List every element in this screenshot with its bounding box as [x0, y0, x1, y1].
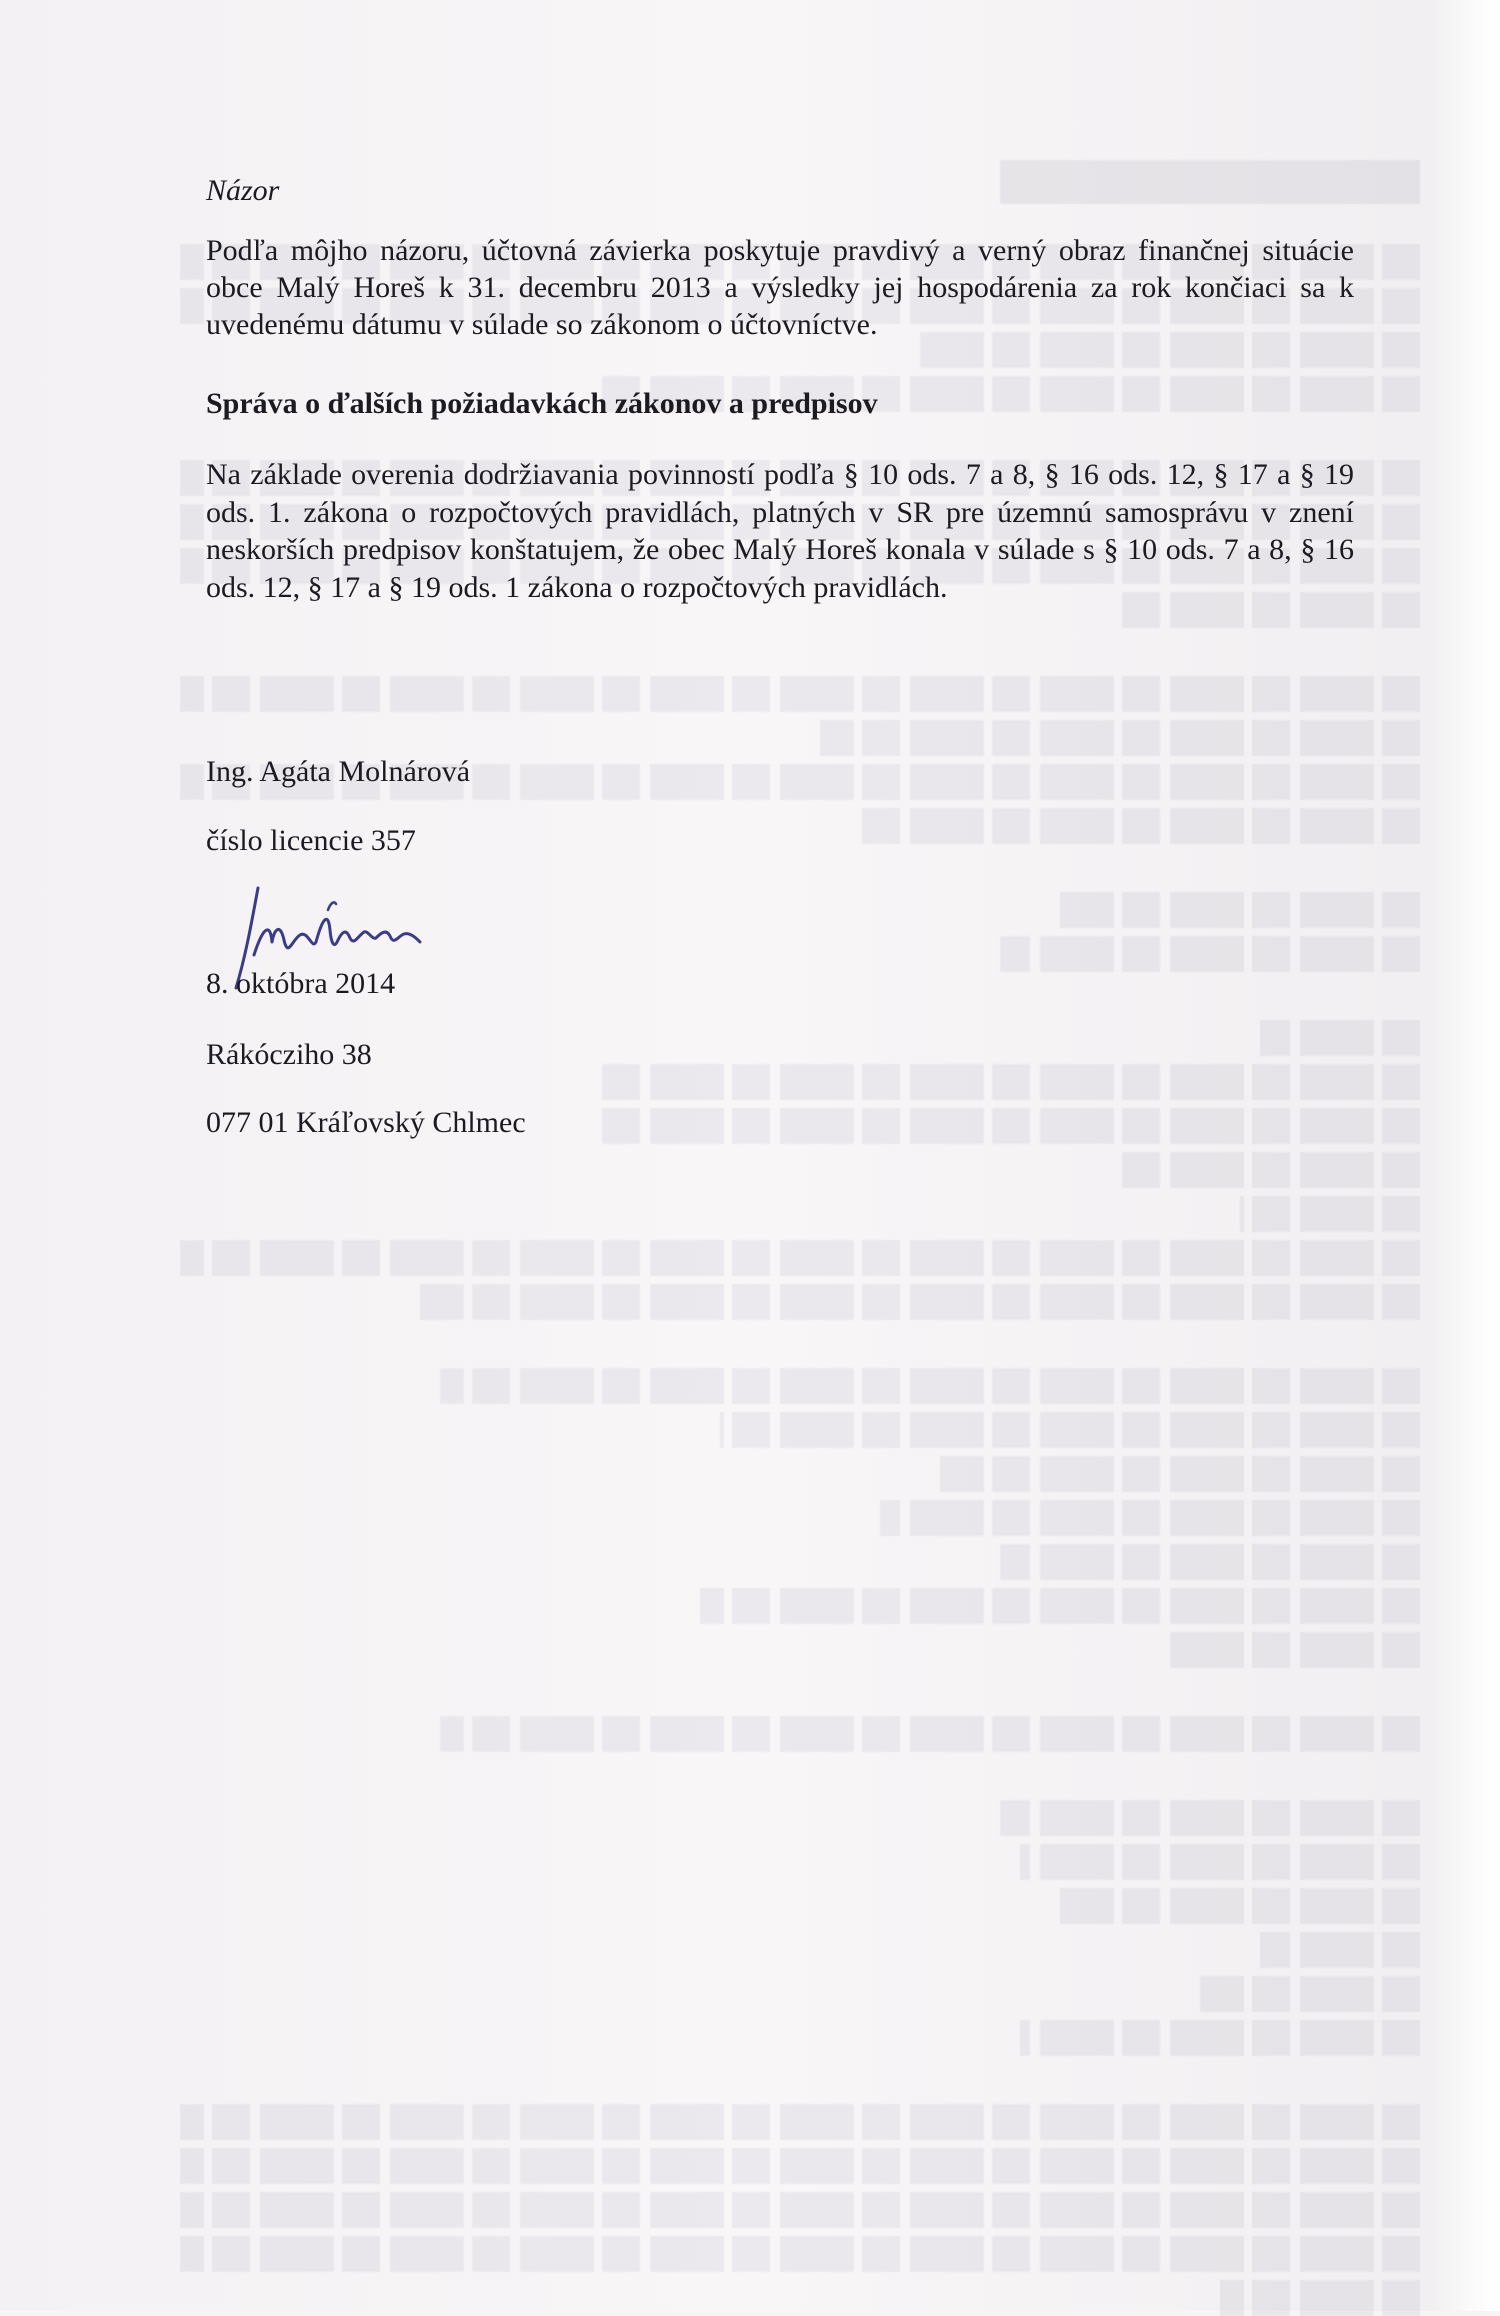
- report-paragraph: Na základe overenia dodržiavania povinností podľa § 10 ods. 7 a 8, § 16 ods. 12, § 17 a § 19 ods. 1. zákona o rozpočtových pravidlách, platných v SR pre územnú samosprávu v znení neskorších predpisov konštatujem, že obec Malý Horeš konala v súlade s § 10 ods. 7 a 8, § 16 ods. 12, § 17 a § 19 ods. 1 zákona o rozpočtových pravidlách.: [206, 458, 1354, 604]
- opinion-paragraph: Podľa môjho názoru, účtovná závierka poskytuje pravdivý a verný obraz finančnej situácie obce Malý Horeš k 31. decembru 2013 a výsledky jej hospodárenia za rok končiaci sa k uvedenému dátumu v súlade so zákonom o účtovníctve.: [206, 234, 1354, 341]
- auditor-name: Ing. Agáta Molnárová: [206, 755, 471, 788]
- address-city: 077 01 Kráľovský Chlmec: [206, 1106, 526, 1139]
- page-edge: [1430, 0, 1500, 2311]
- heading-report: Správa o ďalších požiadavkách zákonov a predpisov: [206, 387, 878, 420]
- license-number: číslo licencie 357: [206, 824, 416, 857]
- heading-opinion: Názor: [206, 174, 280, 207]
- date: 8. októbra 2014: [206, 967, 396, 1000]
- address-street: Rákócziho 38: [206, 1038, 372, 1071]
